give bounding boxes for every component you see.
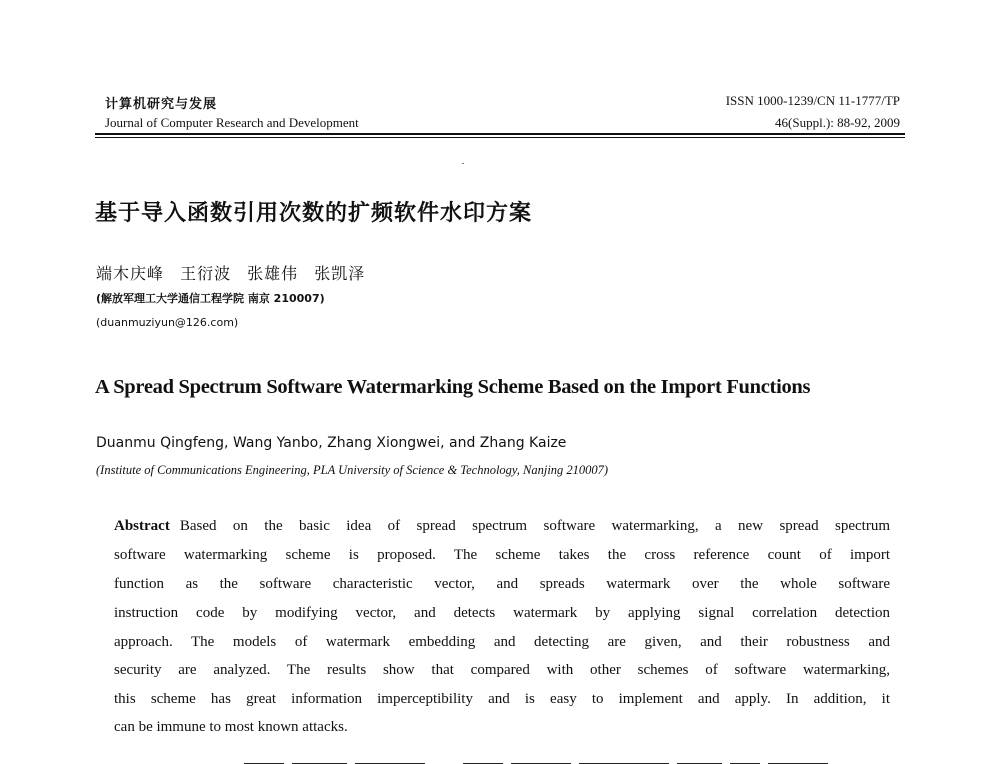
abstract-line: function as the software characteristic vector, and spreads watermark over the whole software (114, 576, 890, 592)
abstract-label: Abstract (114, 518, 170, 534)
abstract-line: approach. The models of watermark embedding and detecting are given, and their robustness and (114, 634, 890, 650)
abstract-line: security are analyzed. The results show that compared with other schemes of software watermarking, (114, 662, 890, 678)
header-rule-thick (95, 133, 905, 135)
paper-title-cn: 基于导入函数引用次数的扩频软件水印方案 (95, 201, 533, 226)
issn-label: ISSN 1000-1239/CN 11-1777/TP (725, 93, 900, 108)
header-rule-thin (95, 137, 905, 138)
authors-en: Duanmu Qingfeng, Wang Yanbo, Zhang Xiongwei, and Zhang Kaize (96, 435, 567, 451)
cut-off-text-line (114, 750, 890, 764)
affiliation-cn: (解放军理工大学通信工程学院 南京 210007) (96, 292, 325, 305)
scan-speck (462, 163, 464, 164)
abstract-line: instruction code by modifying vector, and detects watermark by applying signal correlation detection (114, 605, 890, 621)
abstract-line (114, 518, 890, 535)
abstract-line: can be immune to most known attacks. (114, 719, 348, 735)
paper-title-en: A Spread Spectrum Software Watermarking Scheme Based on the Import Functions (95, 376, 811, 398)
authors-cn: 端木庆峰 王衍波 张雄伟 张凯泽 (96, 264, 366, 283)
author-email: (duanmuziyun@126.com) (96, 316, 239, 329)
abstract-line: this scheme has great information imperceptibility and is easy to implement and apply. In addition, it (114, 691, 890, 707)
abstract-line-text: Based on the basic idea of spread spectrum software watermarking, a new spread spectrum (179, 518, 890, 534)
affiliation-en: (Institute of Communications Engineering, PLA University of Science & Technology, Nanjing 210007) (96, 463, 609, 477)
volume-info: 46(Suppl.): 88-92, 2009 (775, 115, 900, 130)
journal-name-en: Journal of Computer Research and Development (105, 115, 359, 130)
journal-name-cn: 计算机研究与发展 (105, 97, 218, 112)
abstract-line: software watermarking scheme is proposed. The scheme takes the cross reference count of import (114, 547, 890, 563)
